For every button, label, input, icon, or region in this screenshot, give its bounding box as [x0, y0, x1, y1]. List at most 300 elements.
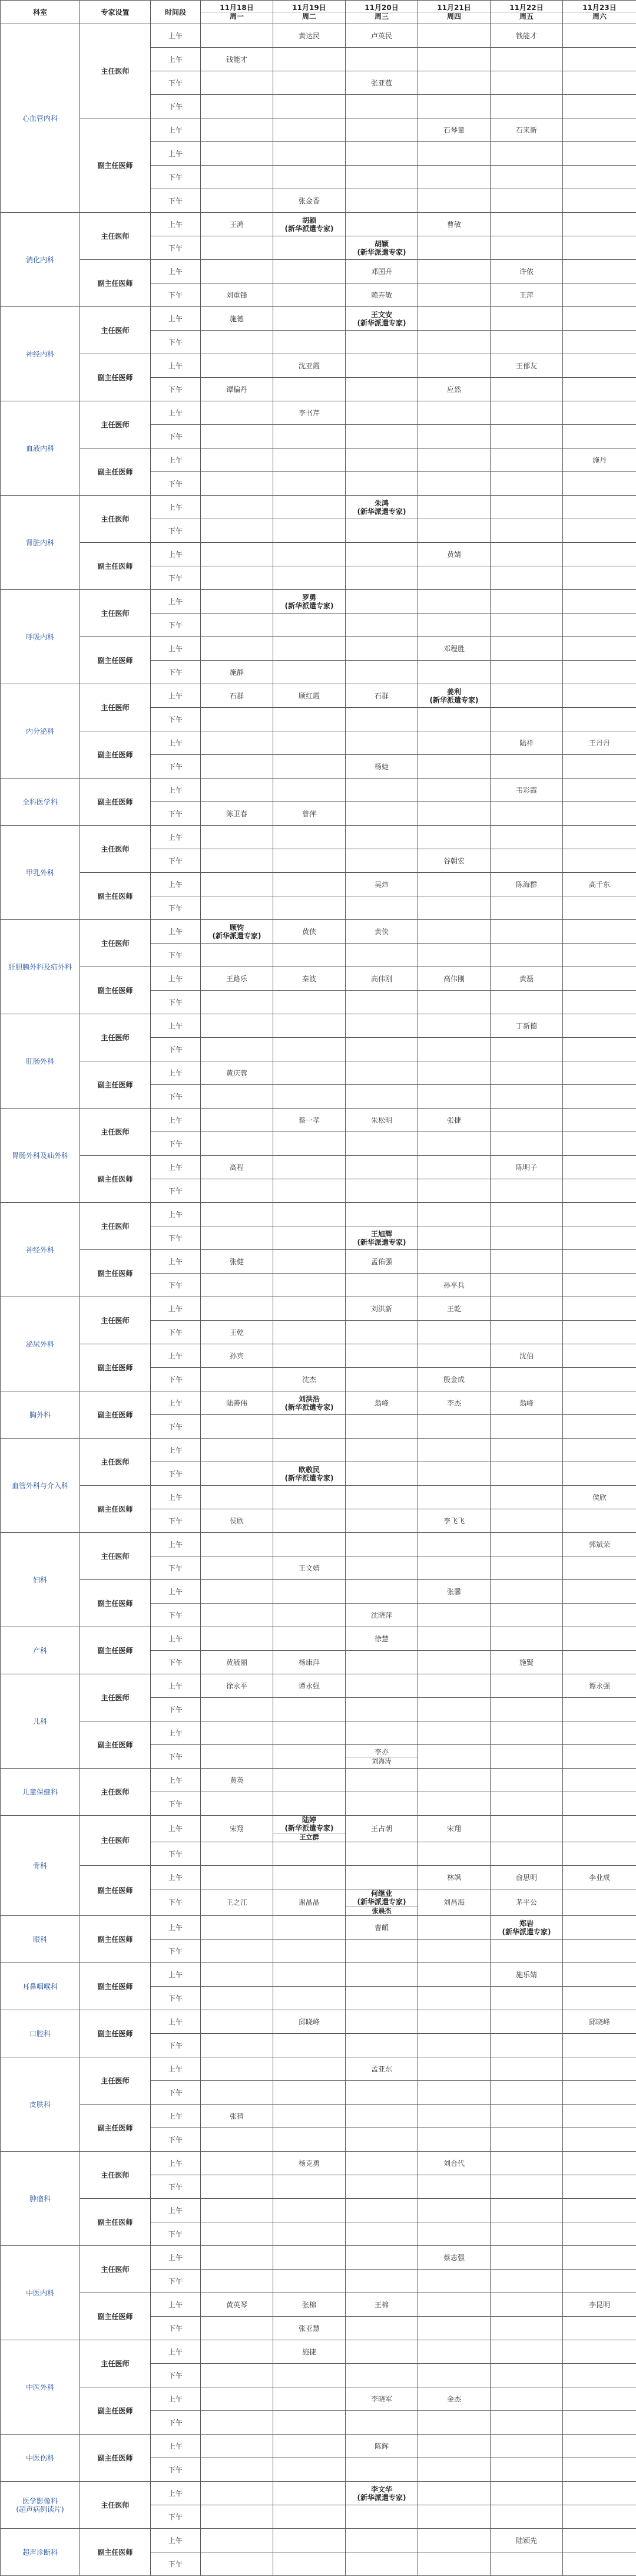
- doctor-cell: [418, 2246, 491, 2270]
- doctor-cell: [346, 1085, 418, 1109]
- doctor-cell: [418, 1462, 491, 1486]
- doctor-cell: [491, 142, 563, 166]
- doctor-cell: [201, 1745, 273, 1769]
- doctor-cell: [273, 1769, 346, 1792]
- doctor-cell: [491, 1674, 563, 1698]
- header-weekday: 周四: [418, 12, 490, 21]
- doctor-cell: [491, 425, 563, 448]
- doctor-cell: [346, 873, 418, 896]
- doctor-cell: [346, 2435, 418, 2458]
- doctor-cell: [491, 967, 563, 991]
- doctor-cell: [201, 166, 273, 189]
- time-period: 上午: [151, 2293, 201, 2317]
- time-period: 下午: [151, 1038, 201, 1061]
- doctor-cell: [201, 95, 273, 118]
- doctor-cell: [273, 1415, 346, 1439]
- doctor-cell: [201, 1698, 273, 1721]
- doctor-cell: [491, 496, 563, 519]
- doctor-cell: [418, 2128, 491, 2152]
- doctor-cell: [273, 1156, 346, 1179]
- doctor-name: 钱能才: [226, 55, 247, 64]
- time-period: 下午: [151, 1842, 201, 1866]
- doctor-name: 施丹: [592, 456, 607, 464]
- doctor-cell: [563, 2364, 636, 2387]
- doctor-name: 茅平公: [516, 1898, 537, 1907]
- doctor-cell: [491, 401, 563, 425]
- doctor-cell: [273, 401, 346, 425]
- time-period: 下午: [151, 1274, 201, 1297]
- doctor-name: 陆祥: [519, 739, 534, 747]
- doctor-cell: [491, 896, 563, 920]
- doctor-cell: [346, 802, 418, 826]
- doctor-cell: [201, 849, 273, 873]
- doctor-cell: [418, 1109, 491, 1132]
- doctor-cell: [201, 590, 273, 614]
- header-weekday: 周二: [273, 12, 345, 21]
- doctor-name: (新华派遣专家): [418, 696, 490, 704]
- doctor-cell: [273, 637, 346, 661]
- doctor-cell: [491, 731, 563, 755]
- doctor-cell: [346, 2317, 418, 2340]
- doctor-cell: [201, 708, 273, 731]
- doctor-name: 张亚苞: [371, 79, 392, 87]
- doctor-cell: [491, 1940, 563, 1963]
- expert-level: 副主任医师: [80, 2199, 151, 2246]
- schedule-row: [1, 1156, 636, 1179]
- doctor-cell: [273, 2458, 346, 2482]
- doctor-cell: [563, 2317, 636, 2340]
- time-period: 下午: [151, 2034, 201, 2057]
- doctor-cell: [491, 1769, 563, 1792]
- time-period: 上午: [151, 731, 201, 755]
- doctor-name: (新华派遣专家): [346, 248, 418, 256]
- doctor-cell: [201, 2034, 273, 2057]
- doctor-cell: [201, 1963, 273, 1987]
- doctor-cell: [418, 2293, 491, 2317]
- doctor-name: 谷朝宏: [443, 857, 465, 865]
- doctor-cell: [491, 1627, 563, 1651]
- doctor-cell: [201, 1462, 273, 1486]
- doctor-cell: [201, 1556, 273, 1580]
- doctor-cell: [346, 1889, 418, 1916]
- doctor-cell: [273, 1745, 346, 1769]
- doctor-cell: [201, 2340, 273, 2364]
- doctor-cell: [273, 1792, 346, 1816]
- doctor-cell: [201, 1415, 273, 1439]
- doctor-cell: [418, 755, 491, 779]
- doctor-name: 王丹丹: [589, 739, 610, 747]
- doctor-name: 宋翔: [447, 1825, 461, 1833]
- doctor-cell: [491, 1274, 563, 1297]
- doctor-name: 邱晓峰: [299, 2018, 320, 2026]
- schedule-row: [1, 1963, 636, 1987]
- time-period: 下午: [151, 2458, 201, 2482]
- doctor-name: 曹頔: [375, 1924, 389, 1932]
- doctor-cell: [563, 2105, 636, 2128]
- doctor-cell: [201, 2270, 273, 2293]
- doctor-cell: [346, 1769, 418, 1792]
- doctor-cell: [201, 2222, 273, 2246]
- doctor-cell: [201, 1179, 273, 1203]
- doctor-cell: [491, 1462, 563, 1486]
- doctor-cell: [273, 2552, 346, 2576]
- header-day-5: [563, 1, 636, 24]
- doctor-cell: [201, 684, 273, 708]
- time-period: 上午: [151, 543, 201, 566]
- doctor-cell: [491, 590, 563, 614]
- header-date: 11月21日: [418, 4, 490, 12]
- schedule-row: [1, 24, 636, 48]
- doctor-cell: [418, 779, 491, 802]
- doctor-cell: [491, 1486, 563, 1509]
- schedule-row: [1, 401, 636, 425]
- expert-level: 主任医师: [80, 826, 151, 873]
- schedule-row: [1, 1297, 636, 1321]
- header-date: 11月19日: [273, 4, 345, 12]
- doctor-cell: [563, 896, 636, 920]
- doctor-cell: [563, 1987, 636, 2010]
- doctor-cell: [346, 1674, 418, 1698]
- doctor-cell: [346, 1940, 418, 1963]
- doctor-cell: [201, 755, 273, 779]
- doctor-cell: [563, 236, 636, 260]
- doctor-cell: [491, 2199, 563, 2222]
- doctor-cell: [346, 1297, 418, 1321]
- doctor-cell: [201, 2529, 273, 2552]
- doctor-cell: [491, 2293, 563, 2317]
- time-period: 下午: [151, 755, 201, 779]
- doctor-cell: [346, 1038, 418, 1061]
- doctor-cell: [563, 920, 636, 944]
- doctor-cell: [491, 1439, 563, 1462]
- doctor-name: 高程: [230, 1163, 244, 1172]
- doctor-cell: [491, 826, 563, 849]
- expert-level: 主任医师: [80, 1533, 151, 1580]
- schedule-row: [1, 2199, 636, 2222]
- doctor-name: 朱鸿: [346, 499, 418, 507]
- doctor-cell: [201, 1889, 273, 1916]
- doctor-cell: [273, 2222, 346, 2246]
- doctor-cell: [418, 1486, 491, 1509]
- dept-name: [1, 1963, 80, 2010]
- doctor-cell: [418, 849, 491, 873]
- expert-level: 副主任医师: [80, 2010, 151, 2057]
- doctor-cell: [563, 991, 636, 1014]
- doctor-cell: [418, 519, 491, 543]
- doctor-cell: [491, 1132, 563, 1156]
- doctor-cell: [346, 2364, 418, 2387]
- doctor-cell: [418, 1368, 491, 1391]
- time-period: 上午: [151, 1769, 201, 1792]
- time-period: 下午: [151, 991, 201, 1014]
- doctor-cell: [418, 472, 491, 496]
- doctor-cell: [201, 1391, 273, 1415]
- doctor-cell: [346, 1132, 418, 1156]
- dept-name: [1, 1109, 80, 1203]
- doctor-cell: [563, 1792, 636, 1816]
- schedule-row: [1, 1866, 636, 1889]
- doctor-cell: [563, 967, 636, 991]
- doctor-cell: [563, 661, 636, 684]
- time-period: 上午: [151, 1061, 201, 1085]
- expert-level: 副主任医师: [80, 779, 151, 826]
- dept-name-line: 妇科: [1, 1576, 80, 1584]
- doctor-cell: [201, 2152, 273, 2175]
- doctor-cell: [201, 1297, 273, 1321]
- doctor-cell: [346, 1109, 418, 1132]
- doctor-cell: [418, 1533, 491, 1556]
- doctor-cell: [346, 189, 418, 213]
- doctor-cell: [418, 1250, 491, 1274]
- doctor-cell: [201, 2364, 273, 2387]
- doctor-cell: [201, 779, 273, 802]
- doctor-cell: [201, 896, 273, 920]
- doctor-cell: [346, 1866, 418, 1889]
- doctor-name: 邓程胜: [443, 645, 465, 653]
- doctor-cell: [346, 637, 418, 661]
- doctor-cell: [563, 472, 636, 496]
- time-period: 下午: [151, 2505, 201, 2529]
- doctor-cell: [563, 1769, 636, 1792]
- header-row: [1, 1, 636, 24]
- doctor-cell: [418, 896, 491, 920]
- doctor-cell: [563, 1274, 636, 1297]
- dept-name-line: 中医伤科: [1, 2454, 80, 2462]
- dept-name: [1, 1916, 80, 1963]
- doctor-cell: [201, 1109, 273, 1132]
- time-period: 上午: [151, 448, 201, 472]
- doctor-cell: [346, 378, 418, 401]
- doctor-cell: [273, 1987, 346, 2010]
- doctor-cell: [563, 2222, 636, 2246]
- doctor-cell: [491, 1916, 563, 1940]
- time-period: 下午: [151, 472, 201, 496]
- doctor-cell: [201, 1203, 273, 1226]
- doctor-name: 徐永平: [226, 1682, 247, 1690]
- doctor-cell: [418, 2317, 491, 2340]
- schedule-row: [1, 1109, 636, 1132]
- doctor-cell: [346, 1842, 418, 1866]
- dept-name: [1, 2010, 80, 2057]
- expert-level: 副主任医师: [80, 2387, 151, 2435]
- schedule-row: [1, 1439, 636, 1462]
- doctor-cell: [346, 1792, 418, 1816]
- time-period: 上午: [151, 684, 201, 708]
- doctor-cell: [346, 2057, 418, 2081]
- schedule-row: [1, 448, 636, 472]
- doctor-cell: [418, 920, 491, 944]
- doctor-cell: [273, 731, 346, 755]
- doctor-cell: [418, 307, 491, 331]
- doctor-cell: [201, 24, 273, 48]
- doctor-name: 李昆明: [589, 2301, 610, 2309]
- doctor-cell: [491, 189, 563, 213]
- doctor-cell: [346, 1439, 418, 1462]
- doctor-cell: [201, 802, 273, 826]
- doctor-cell: [491, 2057, 563, 2081]
- doctor-cell: [418, 2340, 491, 2364]
- time-period: 下午: [151, 802, 201, 826]
- doctor-cell: [491, 1745, 563, 1769]
- doctor-name: 张捷: [447, 1116, 461, 1124]
- dept-name: [1, 1533, 80, 1627]
- time-period: 下午: [151, 896, 201, 920]
- doctor-cell: [418, 1274, 491, 1297]
- header-day-1: [273, 1, 346, 24]
- schedule-row: [1, 213, 636, 236]
- doctor-cell: [563, 519, 636, 543]
- doctor-name: (新华派遣专家): [273, 1824, 345, 1832]
- doctor-cell: [563, 1391, 636, 1415]
- doctor-cell: [563, 731, 636, 755]
- doctor-cell: [273, 1321, 346, 1344]
- doctor-cell: [418, 2034, 491, 2057]
- doctor-cell: [418, 1344, 491, 1368]
- doctor-cell: [491, 2010, 563, 2034]
- doctor-cell: [418, 1132, 491, 1156]
- doctor-cell: [273, 1344, 346, 1368]
- doctor-cell: [346, 496, 418, 519]
- doctor-name: 黄庆蓉: [226, 1069, 247, 1077]
- doctor-cell: [346, 2552, 418, 2576]
- doctor-cell: [563, 71, 636, 95]
- dept-name: [1, 1769, 80, 1816]
- doctor-cell: [418, 708, 491, 731]
- doctor-name: 欧敬民: [273, 1466, 345, 1474]
- doctor-cell: [418, 2435, 491, 2458]
- doctor-cell: [346, 1415, 418, 1439]
- dept-name: [1, 496, 80, 590]
- doctor-cell: [346, 1368, 418, 1391]
- doctor-name: (新华派遣专家): [346, 2493, 418, 2502]
- doctor-cell: [273, 873, 346, 896]
- time-period: 上午: [151, 1344, 201, 1368]
- expert-level: 副主任医师: [80, 967, 151, 1014]
- doctor-cell: [491, 920, 563, 944]
- doctor-cell: [201, 496, 273, 519]
- doctor-cell: [563, 1674, 636, 1698]
- doctor-cell: [346, 1987, 418, 2010]
- doctor-cell: [491, 1792, 563, 1816]
- expert-level: 副主任医师: [80, 1627, 151, 1674]
- dept-name-line: 血管外科与介入科: [1, 1482, 80, 1490]
- time-period: 上午: [151, 1916, 201, 1940]
- doctor-cell: [418, 873, 491, 896]
- doctor-cell: [201, 1226, 273, 1250]
- time-period: 下午: [151, 1462, 201, 1486]
- header-period: 时间段: [151, 1, 201, 24]
- expert-level: 副主任医师: [80, 1344, 151, 1391]
- expert-level: 主任医师: [80, 920, 151, 967]
- dept-name-line: 口腔科: [1, 2030, 80, 2038]
- dept-name: [1, 2529, 80, 2576]
- doctor-cell: [201, 1274, 273, 1297]
- time-period: 下午: [151, 1509, 201, 1533]
- time-period: 下午: [151, 283, 201, 307]
- expert-level: 主任医师: [80, 401, 151, 448]
- dept-name-line: (超声病例读片): [1, 2505, 80, 2514]
- doctor-cell: [201, 236, 273, 260]
- doctor-cell: [563, 1344, 636, 1368]
- doctor-cell: [563, 213, 636, 236]
- doctor-cell: [563, 826, 636, 849]
- doctor-name: 王文婧: [299, 1564, 320, 1572]
- doctor-cell: [273, 2340, 346, 2364]
- doctor-cell: [491, 24, 563, 48]
- doctor-cell: [491, 307, 563, 331]
- expert-level: 副主任医师: [80, 1916, 151, 1963]
- doctor-cell: [273, 142, 346, 166]
- doctor-cell: [418, 614, 491, 637]
- doctor-cell: [563, 684, 636, 708]
- dept-name: [1, 779, 80, 826]
- doctor-name: 陆善伟: [226, 1399, 247, 1407]
- dept-name-line: 肿瘤科: [1, 2195, 80, 2203]
- time-period: 下午: [151, 2128, 201, 2152]
- doctor-cell: [273, 2081, 346, 2105]
- doctor-cell: [273, 118, 346, 142]
- dept-name-line: 全科医学科: [1, 798, 80, 806]
- time-period: 上午: [151, 779, 201, 802]
- doctor-name: 杨婕: [375, 763, 389, 771]
- doctor-cell: [346, 967, 418, 991]
- doctor-name: 姜利: [418, 688, 490, 696]
- doctor-name: 沈杰: [302, 1376, 316, 1384]
- doctor-cell: [563, 1486, 636, 1509]
- doctor-cell: [273, 2505, 346, 2529]
- doctor-cell: [563, 1439, 636, 1462]
- doctor-cell: [563, 873, 636, 896]
- schedule-row: [1, 543, 636, 566]
- doctor-cell: [273, 1842, 346, 1866]
- doctor-name: 侯欣: [592, 1493, 607, 1502]
- doctor-cell: [418, 991, 491, 1014]
- dept-name: [1, 2482, 80, 2529]
- doctor-cell: [201, 1014, 273, 1038]
- schedule-row: [1, 1344, 636, 1368]
- doctor-cell: [201, 1674, 273, 1698]
- doctor-name: 宋翔: [230, 1825, 244, 1833]
- expert-level: 主任医师: [80, 213, 151, 260]
- doctor-cell: [201, 519, 273, 543]
- doctor-name: 刘洪浩: [273, 1395, 345, 1403]
- doctor-name: 侯欣: [230, 1517, 244, 1525]
- doctor-cell: [201, 731, 273, 755]
- doctor-cell: [273, 543, 346, 566]
- time-period: 上午: [151, 1250, 201, 1274]
- doctor-cell: [346, 71, 418, 95]
- doctor-name: 张亚慧: [299, 2324, 320, 2333]
- doctor-cell: [346, 731, 418, 755]
- doctor-cell: [346, 2034, 418, 2057]
- doctor-cell: [491, 1085, 563, 1109]
- doctor-cell: [201, 991, 273, 1014]
- doctor-name: 黄毓丽: [226, 1658, 247, 1667]
- doctor-cell: [346, 661, 418, 684]
- doctor-cell: [563, 1604, 636, 1627]
- doctor-cell: [201, 1486, 273, 1509]
- doctor-cell: [346, 2482, 418, 2505]
- doctor-cell: [491, 283, 563, 307]
- doctor-cell: [418, 236, 491, 260]
- header-weekday: 周三: [346, 12, 418, 21]
- doctor-name: 徐慧: [375, 1635, 389, 1643]
- doctor-cell: [346, 1321, 418, 1344]
- doctor-name: 陈卫春: [226, 810, 247, 818]
- doctor-name: 王旭辉: [346, 1230, 418, 1238]
- doctor-cell: [418, 2175, 491, 2199]
- doctor-cell: [563, 1580, 636, 1604]
